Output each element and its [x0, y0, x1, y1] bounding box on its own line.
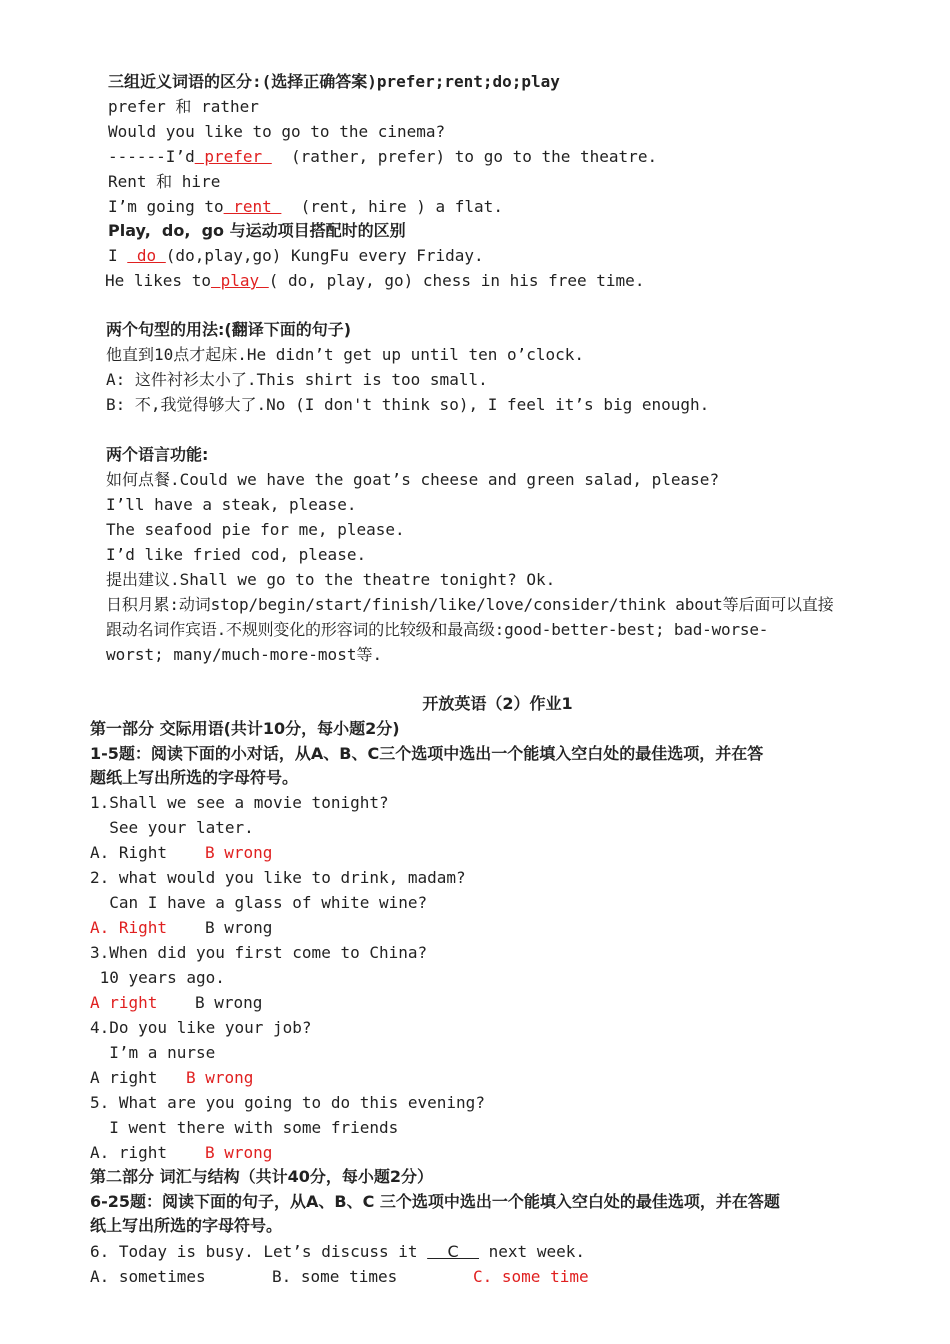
option-a-selected: A. Right	[90, 918, 168, 937]
text-fragment: (rather, prefer) to go to the theatre.	[271, 147, 658, 166]
option-b: B. some times	[272, 1267, 398, 1286]
text-fragment: I	[108, 246, 128, 265]
question-reply: I went there with some friends	[90, 1118, 399, 1137]
question-text: 4.Do you like your job?	[90, 1018, 312, 1037]
text-fragment: ( do, play, go) chess in his free time.	[268, 271, 645, 290]
page-title: 开放英语（2）作业1	[422, 694, 573, 713]
instruction-line: 1-5题：阅读下面的小对话，从A、B、C三个选项中选出一个能填入空白处的最佳选项，并在答	[90, 744, 764, 763]
text-fragment: next week.	[479, 1242, 585, 1261]
option-b: B wrong	[195, 993, 263, 1012]
exercise-line-do	[108, 246, 484, 268]
text-fragment: 6. Today is busy. Let’s discuss it	[90, 1242, 428, 1261]
text-line: I’ll have a steak, please.	[106, 495, 357, 514]
answer-prefer: prefer	[194, 147, 272, 166]
section-heading-language-functions: 两个语言功能:	[106, 445, 209, 464]
instruction-line: 6-25题：阅读下面的句子，从A、B、C 三个选项中选出一个能填入空白处的最佳选项，并在答题	[90, 1192, 780, 1211]
section-heading-synonyms: 三组近义词语的区分:(选择正确答案)prefer;rent;do;play	[108, 72, 560, 91]
option-c-selected: C. some time	[473, 1267, 589, 1286]
instruction-line: 纸上写出所选的字母符号。	[90, 1216, 283, 1235]
option-b: B wrong	[205, 918, 273, 937]
answer-play: play	[210, 271, 269, 290]
text-line: I’d like fried cod, please.	[106, 545, 367, 564]
text-fragment: (do,play,go) KungFu every Friday.	[165, 246, 484, 265]
answer-rent: rent	[223, 197, 282, 216]
text-fragment: ------I’d	[108, 147, 195, 166]
text-line: 他直到10点才起床.He didn’t get up until ten o’clock.	[106, 345, 585, 364]
text-line: Rent 和 hire	[108, 172, 221, 191]
option-a-selected: A right	[90, 993, 158, 1012]
question-reply: 10 years ago.	[90, 968, 225, 987]
option-a: A right	[90, 1068, 158, 1087]
section-heading-sentence-patterns: 两个句型的用法:(翻译下面的句子)	[106, 320, 352, 339]
text-line: The seafood pie for me, please.	[106, 520, 405, 539]
text-line: A: 这件衬衫太小了.This shirt is too small.	[106, 370, 488, 389]
question-reply: See your later.	[90, 818, 254, 837]
exercise-line-prefer	[108, 147, 657, 169]
option-b-selected: B wrong	[205, 1143, 273, 1162]
option-b-selected: B wrong	[186, 1068, 254, 1087]
text-line: worst; many/much-more-most等.	[106, 645, 383, 664]
option-a: A. sometimes	[90, 1267, 206, 1286]
question-text: 3.When did you first come to China?	[90, 943, 428, 962]
answer-do: do	[127, 246, 166, 265]
exercise-line-rent	[108, 197, 503, 219]
text-fragment: (rent, hire ) a flat.	[281, 197, 503, 216]
text-line: 如何点餐.Could we have the goat’s cheese and green salad, please?	[106, 470, 720, 489]
option-a: A. right	[90, 1143, 168, 1162]
exercise-line-play	[105, 271, 644, 293]
option-a: A. Right	[90, 843, 168, 862]
question-text: 2. what would you like to drink, madam?	[90, 868, 466, 887]
text-line: 日积月累:动词stop/begin/start/finish/like/love/consider/think about等后面可以直接	[106, 595, 834, 614]
text-fragment: He likes to	[105, 271, 211, 290]
part-heading: 第二部分 词汇与结构（共计40分，每小题2分）	[90, 1167, 433, 1186]
question-reply: Can I have a glass of white wine?	[90, 893, 428, 912]
text-fragment: I’m going to	[108, 197, 224, 216]
text-line: Would you like to go to the cinema?	[108, 122, 446, 141]
text-line: 跟动名词作宾语.不规则变化的形容词的比较级和最高级:good-better-best; bad-worse-	[106, 620, 769, 639]
text-line: B: 不,我觉得够大了.No (I don't think so), I feel it’s big enough.	[106, 395, 710, 414]
text-line: 提出建议.Shall we go to the theatre tonight? Ok.	[106, 570, 556, 589]
question-reply: I’m a nurse	[90, 1043, 216, 1062]
section-heading-play-do-go: Play, do, go 与运动项目搭配时的区别	[108, 221, 406, 240]
option-b-selected: B wrong	[205, 843, 273, 862]
instruction-line: 题纸上写出所选的字母符号。	[90, 768, 299, 787]
question-text: 1.Shall we see a movie tonight?	[90, 793, 389, 812]
text-line: prefer 和 rather	[108, 97, 259, 116]
question-text: 5. What are you going to do this evening?	[90, 1093, 485, 1112]
answer-blank: C	[427, 1242, 480, 1261]
part-heading: 第一部分 交际用语(共计10分，每小题2分)	[90, 719, 400, 738]
question-6	[90, 1242, 585, 1264]
